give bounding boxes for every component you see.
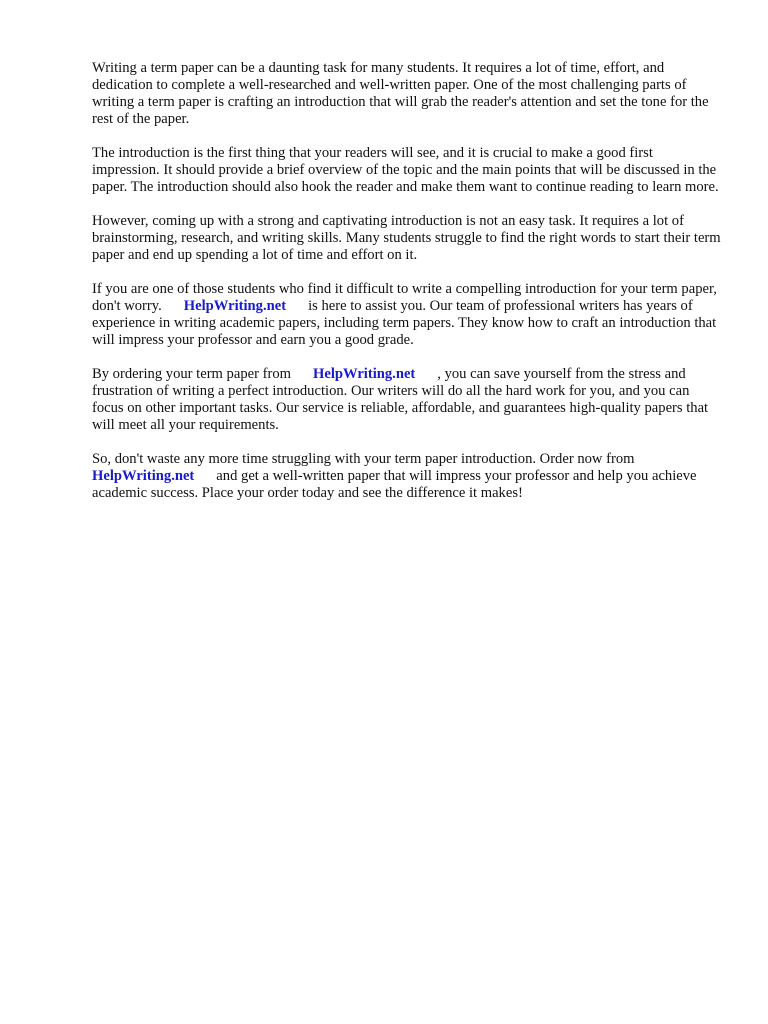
document-body [92, 60, 724, 519]
paragraph-intro [92, 60, 724, 128]
paragraph-assist-text-after: is here to assist you. Our team of professional writers has years of experience in writing academic papers, including term papers. They know how to craft an introduction that will impress your professor and earn you a good grade. [92, 298, 717, 348]
paragraph-difficulty-text: However, coming up with a strong and captivating introduction is not an easy task. It requires a lot of brainstorming, research, and writing skills. Many students struggle to find the right words to start their term paper and end up spending a lot of time and effort on it. [92, 213, 721, 263]
paragraph-ordering-text-after: , you can save yourself from the stress and frustration of writing a perfect introduction. Our writers will do all the hard work for you, and you can focus on other important tasks. Our service is reliable, affordable, and guarantees high-quality papers that will meet all your requirements. [92, 366, 709, 433]
paragraph-ordering-text-before: By ordering your term paper from [92, 366, 291, 382]
helpwriting-link-2[interactable]: HelpWriting.net [312, 366, 416, 382]
helpwriting-link-3[interactable]: HelpWriting.net [92, 468, 195, 484]
paragraph-call-to-action-text-before: So, don't waste any more time struggling with your term paper introduction. Order now from [92, 451, 635, 467]
paragraph-assist [92, 281, 724, 349]
helpwriting-link-1[interactable]: HelpWriting.net [183, 298, 287, 314]
paragraph-call-to-action [92, 451, 724, 502]
paragraph-first-impression-text: The introduction is the first thing that your readers will see, and it is crucial to make a good first impression. It should provide a brief overview of the topic and the main points that will be discussed in the paper. The introduction should also hook the reader and make them want to continue reading to learn more. [92, 145, 719, 195]
paragraph-intro-text: Writing a term paper can be a daunting task for many students. It requires a lot of time, effort, and dedication to complete a well-researched and well-written paper. One of the most challenging parts of writing a term paper is crafting an introduction that will grab the reader's attention and set the tone for the rest of the paper. [92, 60, 709, 127]
paragraph-difficulty [92, 213, 724, 264]
paragraph-ordering [92, 366, 724, 434]
paragraph-first-impression [92, 145, 724, 196]
paragraph-call-to-action-text-after: and get a well-written paper that will impress your professor and help you achieve academic success. Place your order today and see the difference it makes! [92, 468, 697, 501]
paragraph-assist-text-before: If you are one of those students who find it difficult to write a compelling introduction for your term paper, don't worry. [92, 281, 717, 314]
